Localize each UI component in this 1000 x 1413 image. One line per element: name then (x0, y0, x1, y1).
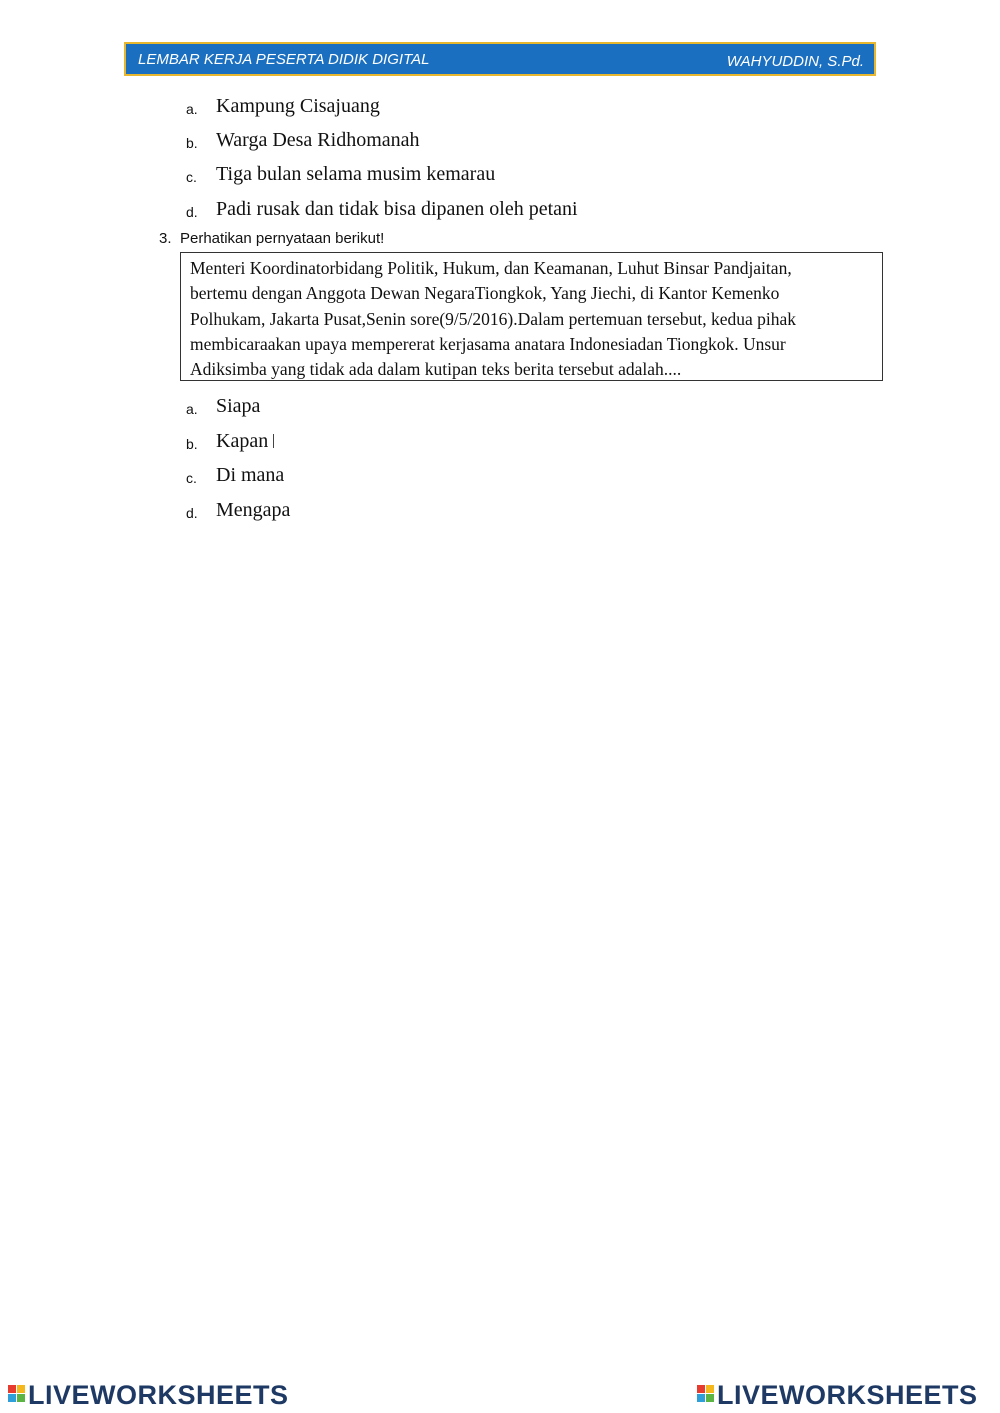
brand-text: LIVEWORKSHEETS (28, 1380, 289, 1410)
option-letter: a. (186, 401, 198, 417)
option-text (216, 430, 274, 453)
option-text: Tiga bulan selama musim kemarau (216, 163, 496, 185)
option-text: Siapa (216, 395, 261, 417)
header-title: LEMBAR KERJA PESERTA DIDIK DIGITAL (138, 51, 430, 68)
passage-line: Polhukam, Jakarta Pusat,Senin sore(9/5/2016).Dalam pertemuan tersebut, kedua pihak (190, 308, 797, 329)
option-text: Kampung Cisajuang (216, 95, 380, 117)
liveworksheets-logo-left[interactable] (8, 1380, 289, 1408)
passage-line: Menteri Koordinatorbidang Politik, Hukum, dan Keamanan, Luhut Binsar Pandjaitan, (190, 258, 792, 278)
option-letter: d. (186, 505, 198, 521)
question-3-prompt: Perhatikan pernyataan berikut! (180, 230, 385, 247)
passage-line: Adiksimba yang tidak ada dalam kutipan teks berita tersebut adalah.... (190, 359, 682, 380)
option-text: Padi rusak dan tidak bisa dipanen oleh petani (216, 198, 578, 220)
liveworksheets-logo-icon (8, 1385, 26, 1403)
passage-line: bertemu dengan Anggota Dewan NegaraTiongkok, Yang Jiechi, di Kantor Kemenko (190, 283, 780, 304)
liveworksheets-logo-right[interactable] (697, 1380, 978, 1408)
worksheet-header (124, 42, 876, 76)
option-letter: d. (186, 204, 198, 220)
brand-text: LIVEWORKSHEETS (717, 1380, 978, 1410)
news-passage-box (180, 252, 883, 381)
passage-line: membicaraakan upaya mempererat kerjasama anatara Indonesiadan Tiongkok. Unsur (190, 333, 786, 354)
header-author: WAHYUDDIN, S.Pd. (726, 53, 864, 70)
option-text: Mengapa (216, 499, 291, 521)
option-letter: b. (186, 436, 198, 452)
option-text: Warga Desa Ridhomanah (216, 129, 420, 151)
option-letter: c. (186, 470, 197, 486)
option-text: Di mana (216, 464, 285, 486)
text-cursor (273, 434, 274, 448)
option-text-value: Kapan (216, 430, 269, 452)
liveworksheets-logo-icon (697, 1385, 715, 1403)
option-letter: a. (186, 101, 198, 117)
option-letter: b. (186, 135, 198, 151)
question-3-number: 3. (159, 230, 172, 247)
option-letter: c. (186, 169, 197, 185)
